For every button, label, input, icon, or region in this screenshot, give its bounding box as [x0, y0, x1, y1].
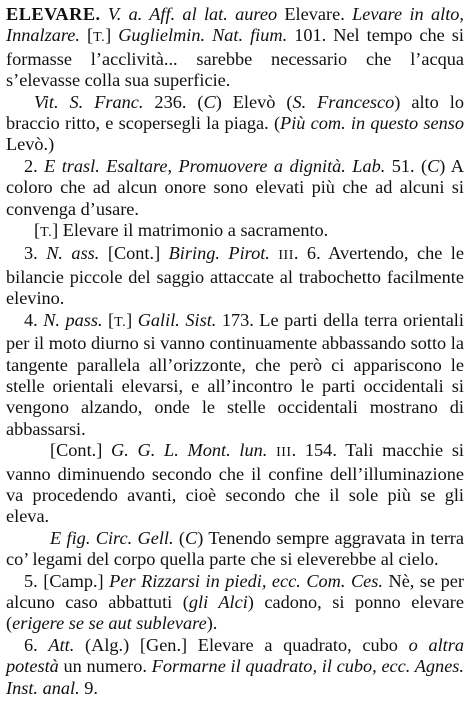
- text-run: 51. (: [385, 155, 428, 176]
- text-run: 2.: [24, 155, 45, 176]
- text-run: T.: [114, 314, 127, 330]
- text-run: un numero.: [58, 656, 152, 677]
- text-run: Nè, se per alcuno caso abbattuti (: [6, 570, 464, 612]
- text-run: T.: [40, 225, 53, 241]
- entry-paragraph-6: [6, 310, 464, 440]
- entry-paragraph-4: [6, 220, 464, 243]
- text-run: N. pass.: [43, 309, 103, 330]
- headword: ELEVARE.: [6, 4, 101, 24]
- entry-paragraph-3: [6, 156, 464, 220]
- text-run: [: [102, 309, 115, 330]
- text-run: C: [203, 91, 216, 112]
- entry-paragraph-1: [6, 4, 464, 92]
- text-run: Galil. Sist.: [137, 309, 217, 330]
- text-run: gli Alci: [188, 591, 248, 612]
- text-run: III: [278, 248, 294, 264]
- text-run: ).: [206, 613, 218, 634]
- text-run: Vit. S. Franc.: [34, 91, 144, 112]
- text-run: (Alg.) [Gen.] Elevare a quadrato, cubo: [74, 634, 409, 655]
- text-run: ) alto lo braccio ritto, e scopersegli la piaga. (: [6, 91, 464, 134]
- text-run: Più com. in questo senso: [280, 113, 464, 134]
- text-run: o altra potestà: [6, 634, 465, 677]
- text-run: [Cont.]: [99, 243, 169, 264]
- text-run: 236. (: [143, 91, 204, 112]
- text-run: (: [173, 527, 186, 548]
- text-run: E trasl. Esaltare, Promuovere a dignità. Lab.: [44, 155, 386, 176]
- text-run: C: [427, 155, 440, 176]
- text-run: ) Elevò (: [215, 91, 293, 112]
- text-run: T.: [93, 30, 106, 46]
- text-run: Per Rizzarsi in piedi, ecc. Com. Ces.: [109, 570, 383, 591]
- text-run: Biring. Pirot.: [168, 243, 270, 264]
- text-run: ) cadono, si ponno elevare (: [6, 591, 464, 634]
- entry-paragraph-8: [6, 528, 464, 571]
- text-run: 3.: [24, 243, 47, 264]
- entry-paragraph-2: [6, 92, 464, 156]
- entry-paragraph-10: [6, 635, 464, 699]
- text-run: Guglielmin. Nat. fium.: [118, 25, 288, 46]
- text-run: [: [79, 25, 94, 46]
- text-run: III: [276, 445, 292, 461]
- text-run: C: [185, 527, 198, 548]
- text-run: Formarne il quadrato, il cubo, ecc. Agnes. Inst. anal.: [6, 656, 464, 698]
- text-run: ) A coloro che ad alcun onore sono elevati più che ad alcuni si convenga d’usare.: [6, 155, 464, 219]
- text-run: Levò.): [6, 134, 55, 155]
- text-run: 101. Nel tempo che si formasse l’acclività... sarebbe necessario che l’acqua s’elevasse colla sua superficie.: [6, 25, 464, 91]
- entry-paragraph-9: [6, 571, 464, 635]
- entry-paragraph-5: [6, 243, 464, 309]
- text-run: [: [34, 220, 41, 241]
- text-run: [267, 440, 276, 460]
- text-run: V. a. Aff. al lat. aureo: [107, 4, 278, 24]
- text-run: 173. Le parti della terra orientali per il moto diurno si vanno continuamente abbassando sotto la tangente parallela all’orizzonte, che però ci appariscono le stelle orientali elevarsi, e all’incontro le parti occidentali si vengono alzando, onde le stelle occidentali mostrano di abbassarsi.: [6, 309, 464, 439]
- text-run: S. Francesco: [292, 91, 395, 112]
- text-run: ] Elevare il matrimonio a sacramento.: [52, 220, 329, 241]
- entry-paragraph-7: [6, 440, 464, 528]
- text-run: [101, 4, 108, 24]
- text-run: Levare in alto, Innalzare.: [6, 4, 464, 46]
- text-run: . 154. Tali macchie si vanno diminuendo secondo che il confine dell’illuminazione va procedendo avanti, cioè secondo che il sole più se gli eleva.: [6, 440, 465, 527]
- text-run: 6.: [24, 634, 49, 655]
- text-run: ]: [105, 25, 119, 46]
- text-run: ]: [126, 309, 138, 330]
- text-run: N. ass.: [46, 243, 100, 264]
- text-run: [Cont.]: [50, 440, 112, 461]
- text-run: 9.: [79, 677, 98, 698]
- text-run: erigere se se aut sublevare: [12, 613, 207, 634]
- text-run: . 6. Avertendo, che le bilancie piccole del saggio attaccate al trabochetto facilmente elevino.: [6, 243, 464, 309]
- text-run: 4.: [24, 309, 44, 330]
- text-run: Elevare.: [277, 4, 353, 24]
- text-run: ) Tenendo sempre aggravata in terra co’ legami del corpo quella parte che si eleverebbe al cielo.: [6, 527, 464, 570]
- text-run: 5. [Camp.]: [24, 570, 110, 591]
- text-run: G. G. L. Mont. lun.: [111, 440, 268, 461]
- text-run: E fig. Circ. Gell.: [50, 527, 174, 548]
- text-run: Att.: [48, 634, 75, 655]
